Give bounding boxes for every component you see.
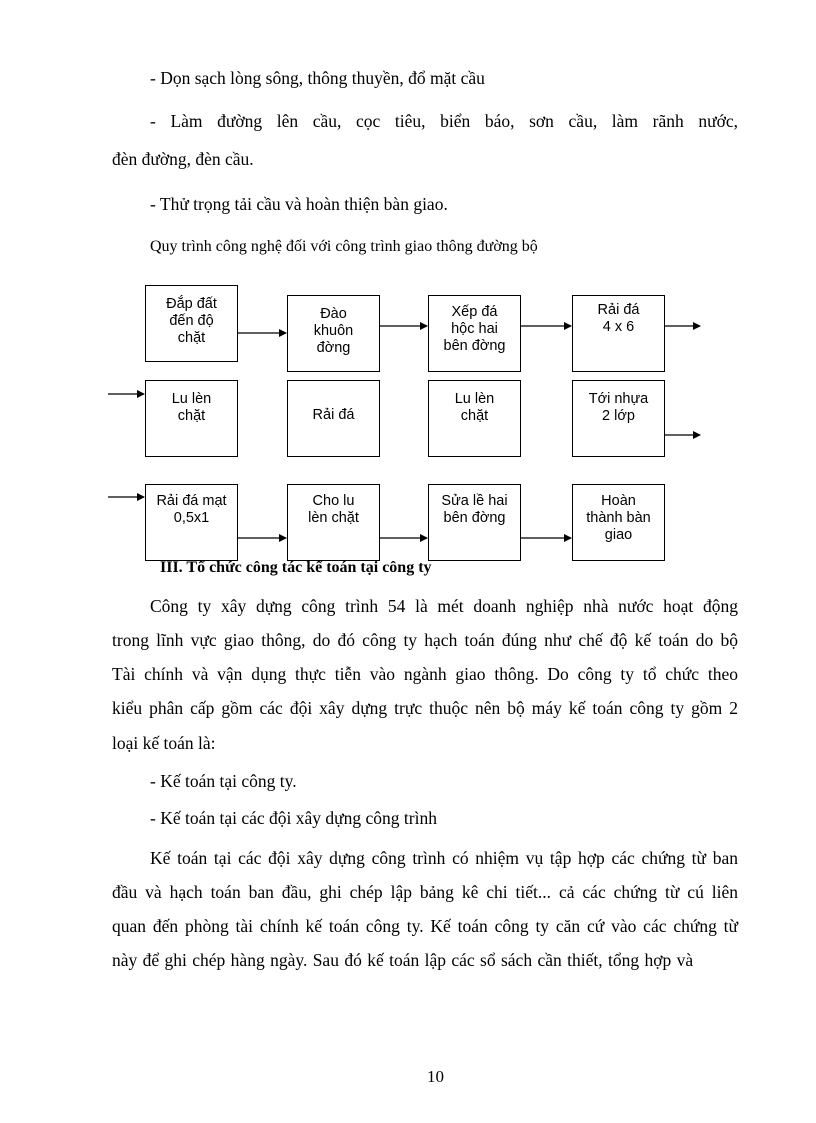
paragraph1-line1: Công ty xây dựng công trình 54 là mét doanh nghiệp nhà nước hoạt động	[150, 596, 738, 616]
flow-box-label: Rải đá 4 x 6	[597, 302, 640, 335]
flow-box-label: Cho lu lèn chặt	[308, 493, 359, 526]
flow-box-label: Hoàn thành bàn giao	[586, 493, 651, 543]
paragraph2-line2: đầu và hạch toán ban đầu, ghi chép lập bảng kê chi tiết... cả các chứng từ cú liên	[112, 882, 738, 902]
bullet-team-accounting: - Kế toán tại các đội xây dựng công trình	[150, 808, 437, 828]
flow-box-label: Rải đá mạt 0,5x1	[156, 493, 227, 526]
flow-box-label: Đắp đất đến độ chặt	[166, 296, 217, 346]
bullet-clean-river: - Dọn sạch lòng sông, thông thuyền, đổ mặt cầu	[150, 68, 485, 88]
flow-box-label: Sửa lề hai bên đờng	[441, 493, 508, 526]
paragraph2-line4: này để ghi chép hàng ngày. Sau đó kế toán lập các sổ sách cần thiết, tổng hợp và	[112, 950, 694, 970]
bullet-load-test: - Thử trọng tải cầu và hoàn thiện bàn giao.	[150, 194, 448, 214]
flow-box-label: Lu lèn chặt	[171, 391, 212, 424]
bullet-build-road-cont: đèn đường, đèn cầu.	[112, 149, 254, 169]
paragraph1-line3: Tài chính và vận dụng thực tiễn vào ngành giao thông. Do công ty tổ chức theo	[112, 664, 738, 684]
bullet-build-road: - Làm đường lên cầu, cọc tiêu, biển báo, sơn cầu, làm rãnh nước,	[150, 111, 738, 131]
flow-box-label: Lu lèn chặt	[454, 391, 495, 424]
paragraph1-line2: trong lĩnh vực giao thông, do đó công ty hạch toán đúng như chế độ kế toán do bộ	[112, 630, 738, 650]
section-heading: III. Tổ chức công tác kế toán tại công ty	[160, 559, 432, 576]
page-number: 10	[427, 1067, 444, 1086]
flow-box-label: Đào khuôn đờng	[313, 306, 354, 356]
paragraph1-line5: loại kế toán là:	[112, 733, 216, 753]
bullet-company-accounting: - Kế toán tại công ty.	[150, 771, 297, 791]
paragraph1-line4: kiểu phân cấp gồm các đội xây dựng trực thuộc nên bộ máy kế toán công ty gồm 2	[112, 698, 738, 718]
paragraph2-line1: Kế toán tại các đội xây dựng công trình có nhiệm vụ tập hợp các chứng từ ban	[150, 848, 738, 868]
paragraph2-line3: quan đến phòng tài chính kế toán công ty. Kế toán công ty căn cứ vào các chứng từ	[112, 916, 738, 936]
flow-box-label: Rải đá	[312, 407, 355, 423]
flowchart-caption: Quy trình công nghệ đối với công trình giao thông đường bộ	[150, 238, 538, 255]
flow-box-label: Tới nhựa 2 lớp	[588, 391, 649, 424]
flow-box-label: Xếp đá hộc hai bên đờng	[443, 304, 506, 354]
